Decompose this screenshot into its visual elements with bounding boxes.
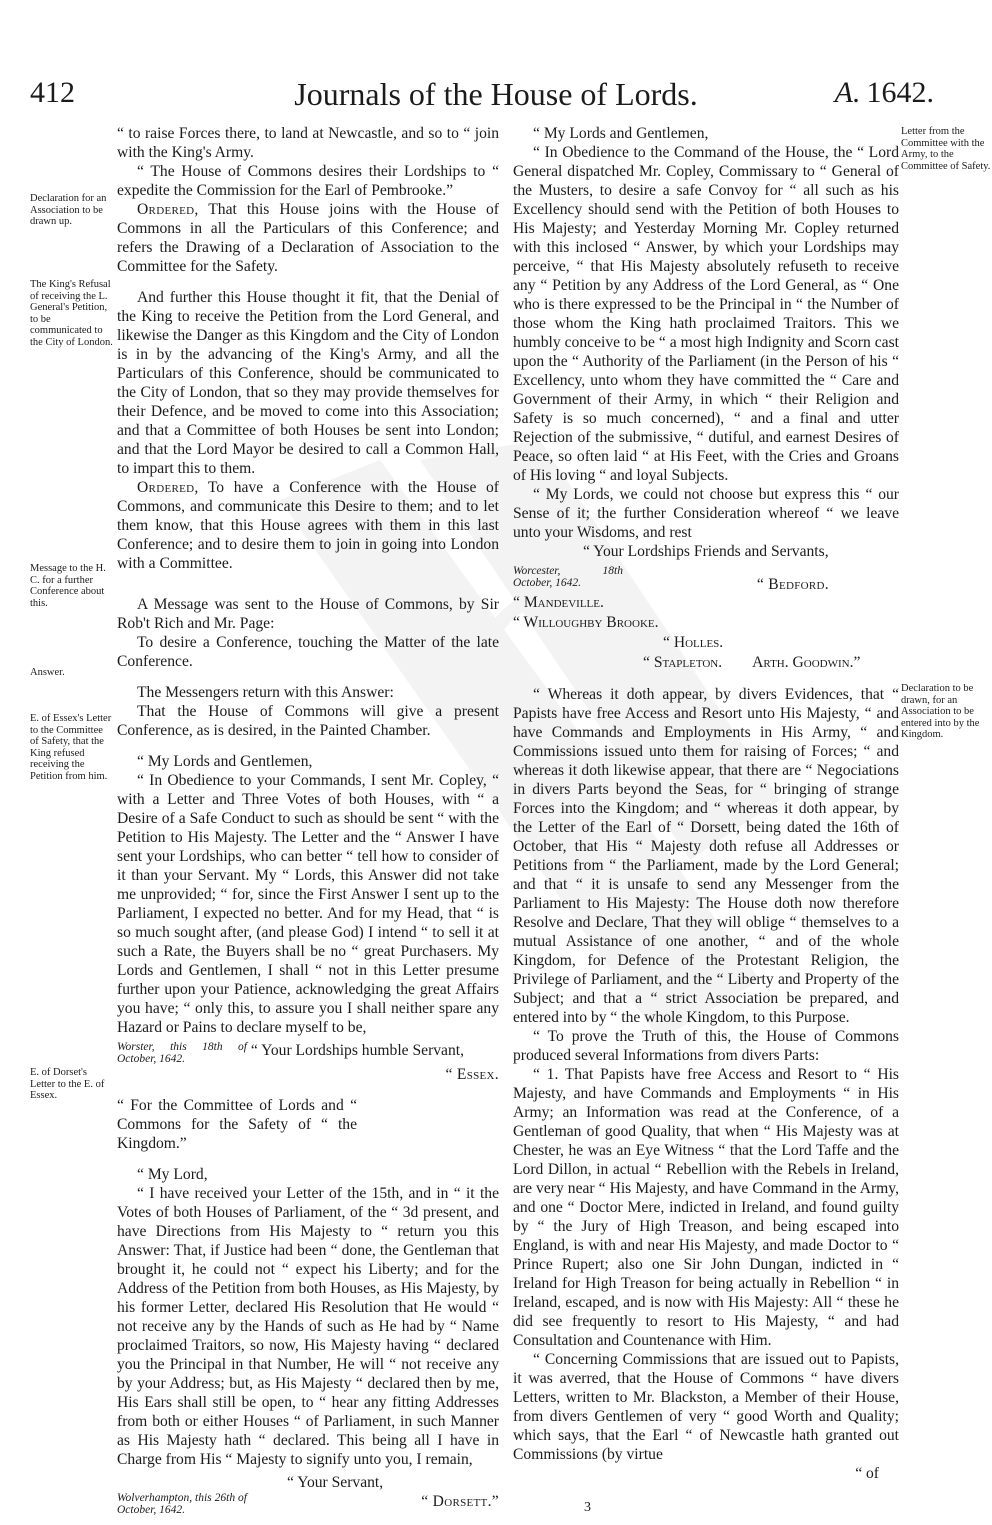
margin-note: Declaration for an Association to be drawn up. [30,193,107,227]
catchword: “ of [855,1465,879,1482]
signature-names [513,593,899,673]
place-date: Worcester, 18th October, 1642. [513,565,623,589]
margin-note: E. of Dorset's Letter to the E. of Essex. [30,1067,105,1101]
signature-mark: 3 [584,1500,591,1515]
order-paragraph: Ordered, That this House joins with the House of Commons in all the Particulars of this Conference; and refers the Drawing of a Declaration of Association to the Committee for the Safety. [117,201,499,275]
paragraph: The Messengers return with this Answer: [137,684,394,701]
paragraph: “ The House of Commons desires their Lordships to “ expedite the Commission for the Earl of Pembrooke.” [117,163,499,199]
salutation: “ My Lords and Gentlemen, [137,753,313,770]
paragraph: A Message was sent to the House of Commons, by Sir Rob't Rich and Mr. Page: [117,596,499,632]
letter-close: Worster, this 18th of October, 1642. “ Your Lordships humble Servant, [117,1041,465,1065]
left-column [117,124,499,1516]
paragraph: “ 1. That Papists have free Access and Resort to “ His Majesty, and have Commands and Employments “ in His Army; an Information was read at the Conference, of a Gentleman of good Quality, that when “ His Majesty was at Chester, he was an Eye Witness “ that the Lord Taffe and the Lord Dillon, in actual “ Rebellion with the Rebels in Ireland, are very near “ His Majesty, and have Command in the Army, and one “ Doctor Mere, indicted in Ireland, and found guilty by “ the Jury of High Treason, and being escaped into England, is with and near His Majesty, and made Doctor to “ Prince Rupert; also one Sir John Dungan, indicted in “ Ireland for High Treason for being actually in Rebellion “ in Ireland, escaped, and is now with His Majesty: All “ these he did see frequently to resort to His Majesty, “ and had Consultation and Countenance with Him. [513,1066,899,1349]
paragraph: “ To prove the Truth of this, the House of Commons produced several Informations from divers Parts: [513,1028,899,1064]
margin-note: Answer. [30,667,65,678]
letter-close: “ Your Lordships Friends and Servants, [583,543,829,560]
margin-note: Message to the H. C. for a further Conference about this. [30,563,106,609]
letter-body: “ In Obedience to the Command of the House, the “ Lord General dispatched Mr. Copley, Commissary to “ General of the Musters, to desire a safe Convoy for “ all such as his Excellency should send with the Petition of both Houses to His Majesty; and Yesterday Morning Mr. Copley returned with this inclosed “ Answer, by which your Lordships may perceive, “ that His Majesty absolutely refuseth to receive any “ Petition by any Address of the Lord General, as “ One who is there expressed to be the Principal in “ the Number of those whom the King hath proclaimed Traitors. This we humbly conceive to be “ a most high Indignity and Scorn cast upon the “ Authority of the Parliament (in the Person of his “ Excellency, unto whom they have committed the “ Care and Government of their Army, in which “ their Religion and Safety is so much concerned), “ and a final and utter Rejection of the submissive, “ dutiful, and earnest Desires of Peace, so often laid “ at His Feet, with the Cries and Groans of His loving “ and loyal Subjects. [513,144,899,484]
salutation: “ My Lords and Gentlemen, [533,125,709,142]
margin-note: Declaration to be drawn, for an Association to be entered into by the Kingdom. [901,683,980,740]
address-line: “ For the Committee of Lords and “ Commons for the Safety of “ the Kingdom.” [117,1097,357,1152]
letter-close-line [117,1492,499,1516]
paragraph: “ Concerning Commissions that are issued out to Papists, it was averred, that the House of Commons “ have divers Letters, written to Mr. Blackston, a Member of their House, from divers Gentlemen of very “ good Worth and Quality; which says, that the Earl “ of Newcastle hath granted out Commissions (by virtue [513,1351,899,1463]
letter-body: “ In Obedience to your Commands, I sent Mr. Copley, “ with a Letter and Three Votes of both Houses, with “ a Desire of a Safe Conduct to such as should be sent “ with the Petition to His Majesty. The Letter and the “ Answer I have sent your Lordships, who can better “ tell how to consider of it than your Servant. My “ Lords, this Answer did not take me unprovided; “ for, since the First Answer I sent up to the Parliament, I expected no better. And for my Head, that “ is so much sought after, (and please God) I intend “ to sell it at such a Rate, the Buyers shall be no “ great Purchasers. My Lords and Gentlemen, I shall “ not in this Letter presume further upon your Patience, acknowledging the great Affairs you have; “ only this, to assure you I shall neither spare any Hazard or Pains to declare myself to be, [117,772,499,1036]
paragraph: To desire a Conference, touching the Matter of the late Conference. [117,634,499,670]
paragraph: That the House of Commons will give a present Conference, as is desired, in the Painted Chamber. [117,703,499,739]
declaration: “ Whereas it doth appear, by divers Evidences, that “ Papists have free Access and Resort unto His Majesty, “ and have Commands and Employments in His Army, “ and Commissions issued unto them for raising of Forces; “ and whereas it doth likewise appear, that there are “ Negociations in divers Parts beyond the Seas, for “ bringing of strange Forces into the Kingdom; and “ whereas it doth appear, by the Letter of the Earl of “ Dorsett, being dated the 16th of October, that His “ Majesty doth refuse all Addresses or Petitions from “ the Parliament, made by the Lord General; and that “ it is unsafe to send any Messenger from the Parliament to His Majesty: The House doth now therefore Resolve and Declare, That they will oblige “ themselves to a mutual Assistance of one another, “ and of the whole Kingdom, for Defence of the Protestant Religion, the Privilege of Parliament, and the “ Liberty and Property of the Subject; and that a “ strict Association be prepared, and entered into by “ the whole Kingdom, to this Purpose. [513,686,899,1026]
letter-close: “ Your Servant, [287,1474,384,1491]
signature: “ Bedford. [756,576,829,593]
running-title: Journals of the House of Lords. [294,76,698,112]
signature: “ Mandeville. [513,594,604,611]
page-header [0,76,992,120]
paragraph: “ to raise Forces there, to land at Newcastle, and so to “ join with the King's Army. [117,125,499,161]
letter-body: “ I have received your Letter of the 15th, and in “ it the Votes of both Houses of Parliament, of the “ 3d present, and have Directions from His Majesty to “ return you this Answer: That, if Justice had been “ done, the Gentleman that brought it, he could not “ expect his Liberty; and for the Address of the Petition from both Houses, as His Majesty, by his former Letter, declared His Resolution that He would “ not receive any by the Hands of such as He had by “ Name proclaimed Traitors, so now, His Majesty having “ declared you the Principal in that Number, He will “ not receive any by your Address; but, as His Majesty “ declared then by me, His Ears shall still be open, to “ hear any fitting Addresses from both or either Houses “ of Parliament, in such Manner as His Majesty hath “ declared. This being all I have in Charge from His “ Majesty to signify unto you, I remain, [117,1185,499,1468]
order-paragraph: Ordered, To have a Conference with the House of Commons, and communicate this Desire to them; and to let them know, that this House agrees with them in this last Conference; and to desire them to join in going into London with a Committee. [117,479,499,572]
salutation: “ My Lord, [137,1166,208,1183]
margin-note: E. of Essex's Letter to the Committee of Safety, that the King refused receiving the Petition from him. [30,713,112,782]
signature: “ Essex. [445,1066,499,1083]
place-date: Wolverhampton, this 26th of October, 1642. [117,1492,247,1516]
letter-body: “ My Lords, we could not choose but express this “ our Sense of it; the further Consideration whereof “ we leave unto your Wisdoms, and rest [513,486,899,541]
signature: “ Holles. [663,634,724,651]
page-year: A. 1642. [834,76,934,109]
signature: “ Dorsett.” [421,1493,499,1510]
margin-note: Letter from the Committee with the Army, to the Committee of Safety. [901,126,991,172]
place-date: Worster, this 18th of October, 1642. [117,1041,247,1065]
page-number: 412 [30,76,75,109]
margin-note: The King's Refusal of receiving the L. General's Petition, to be communicated to the City of London. [30,279,113,348]
signature-line: “ Stapleton. Arth. Goodwin.” [643,654,861,671]
signature-block [513,565,899,593]
signature: “ Willoughby Brooke. [513,614,659,631]
paragraph: And further this House thought it fit, that the Denial of the King to receive the Petition from the Lord General, and likewise the Danger as this Kingdom and the City of London is in by the advancing of the King's Army, and all the Particulars of this Conference, should be communicated to the City of London, that so they may provide themselves for their Defence, and be moved to come into this Association; and that a Committee of both Houses be sent into London; and that the Lord Mayor be desired to call a Common Hall, to impart this to them. [117,289,499,477]
right-column [513,124,899,1483]
